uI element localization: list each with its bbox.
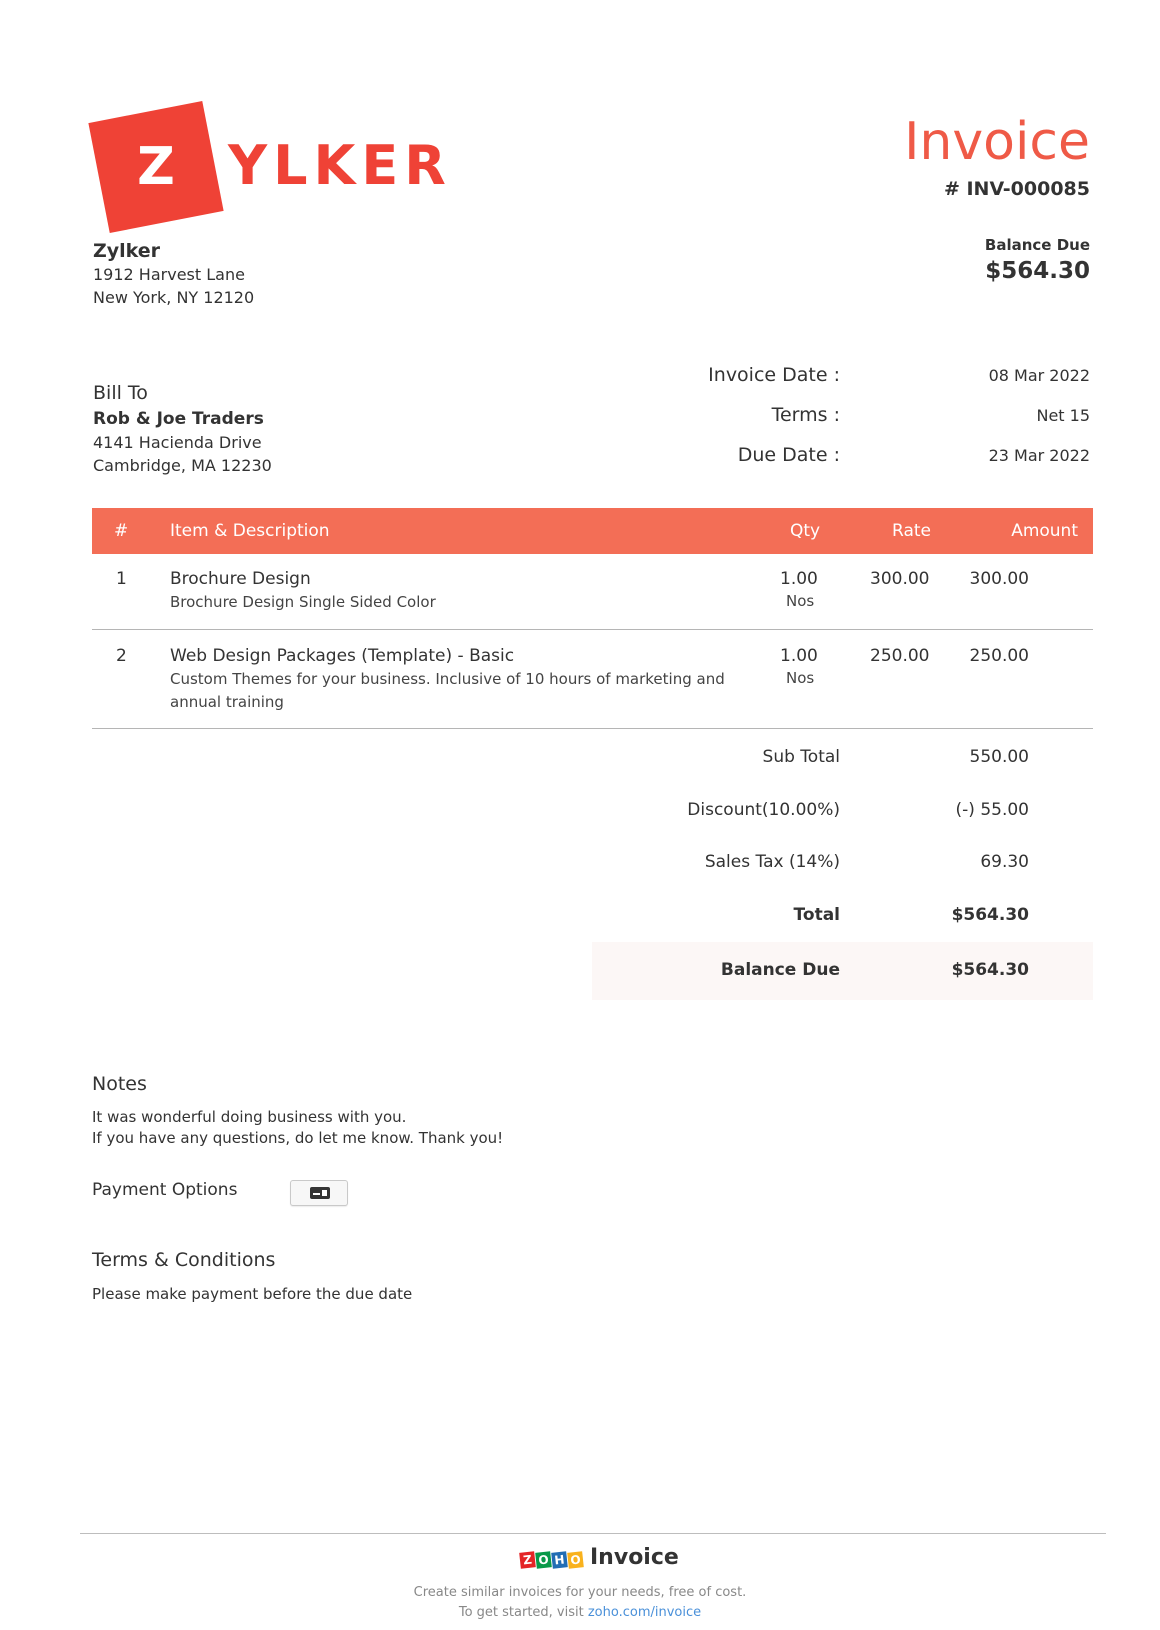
row-qty: 1.00: [780, 646, 818, 666]
row-item: Web Design Packages (Template) - Basic: [170, 646, 515, 666]
row-rate: 300.00: [870, 569, 930, 589]
bill-to-address-line1: 4141 Hacienda Drive: [93, 433, 262, 452]
total-value: $564.30: [951, 905, 1029, 925]
zoho-letter: H: [551, 1551, 568, 1568]
invoice-number: # INV-000085: [943, 178, 1090, 200]
zoho-letter: Z: [519, 1551, 536, 1568]
footer-line1: Create similar invoices for your needs, free of cost.: [413, 1585, 747, 1600]
invoice-title: Invoice: [904, 112, 1090, 172]
table-header: [92, 508, 1093, 554]
column-header-qty: Qty: [790, 521, 821, 541]
company-address-line1: 1912 Harvest Lane: [93, 265, 245, 284]
row-description-line1: Custom Themes for your business. Inclusive of 10 hours of marketing and: [170, 670, 725, 688]
zoho-logo[interactable]: [520, 1549, 584, 1571]
terms-value: Net 15: [1036, 406, 1090, 425]
footer-divider: [80, 1533, 1106, 1534]
sub-total-label: Sub Total: [762, 747, 840, 767]
row-number: 2: [116, 646, 127, 666]
row-item: Brochure Design: [170, 569, 311, 589]
invoice-date-label: Invoice Date :: [708, 364, 840, 386]
summary-balance-due-value: $564.30: [951, 960, 1029, 980]
row-divider: [92, 629, 1093, 630]
due-date-label: Due Date :: [737, 444, 840, 466]
zoho-product-name: Invoice: [590, 1545, 679, 1570]
row-description: Brochure Design Single Sided Color: [170, 593, 436, 611]
footer-line2-prefix: To get started, visit: [458, 1605, 588, 1620]
discount-value: (-) 55.00: [955, 800, 1029, 820]
balance-due-label: Balance Due: [984, 236, 1090, 254]
sub-total-value: 550.00: [969, 747, 1029, 767]
row-amount: 300.00: [969, 569, 1029, 589]
row-amount: 250.00: [969, 646, 1029, 666]
invoice-date-value: 08 Mar 2022: [988, 366, 1090, 385]
notes-line1: It was wonderful doing business with you.: [92, 1108, 407, 1126]
payment-options-label: Payment Options: [92, 1180, 238, 1200]
column-header-item: Item & Description: [170, 521, 330, 541]
row-unit: Nos: [786, 669, 815, 687]
due-date-value: 23 Mar 2022: [988, 446, 1090, 465]
row-unit: Nos: [786, 592, 815, 610]
bill-to-label: Bill To: [93, 382, 148, 404]
zoho-letter: O: [567, 1551, 584, 1568]
credit-card-icon: [310, 1187, 330, 1199]
payment-option-button[interactable]: [290, 1180, 348, 1206]
footer-line2: [0, 1605, 1160, 1620]
logo-text: YLKER: [228, 134, 452, 197]
terms-label: Terms :: [771, 404, 840, 426]
zoho-invoice-link[interactable]: zoho.com/invoice: [587, 1605, 702, 1620]
row-number: 1: [116, 569, 127, 589]
company-name: Zylker: [93, 240, 161, 262]
company-address-line2: New York, NY 12120: [93, 288, 255, 307]
notes-title: Notes: [92, 1073, 147, 1095]
bill-to-name: Rob & Joe Traders: [93, 409, 264, 429]
column-header-amount: Amount: [1011, 521, 1078, 541]
sales-tax-label: Sales Tax (14%): [704, 852, 840, 872]
sales-tax-value: 69.30: [980, 852, 1029, 872]
row-description-line2: annual training: [170, 693, 284, 711]
terms-conditions-text: Please make payment before the due date: [92, 1285, 413, 1303]
column-header-number: #: [114, 521, 129, 541]
row-rate: 250.00: [870, 646, 930, 666]
total-label: Total: [793, 905, 840, 925]
notes-line2: If you have any questions, do let me know. Thank you!: [92, 1129, 504, 1147]
terms-conditions-title: Terms & Conditions: [92, 1249, 276, 1271]
row-qty: 1.00: [780, 569, 818, 589]
discount-label: Discount(10.00%): [687, 800, 840, 820]
table-bottom-divider: [92, 728, 1093, 729]
summary-balance-due-label: Balance Due: [720, 960, 840, 980]
balance-due-amount: $564.30: [985, 258, 1090, 284]
logo-letter: Z: [137, 137, 175, 197]
column-header-rate: Rate: [892, 521, 931, 541]
zoho-letter: O: [535, 1551, 552, 1568]
bill-to-address-line2: Cambridge, MA 12230: [93, 456, 272, 475]
